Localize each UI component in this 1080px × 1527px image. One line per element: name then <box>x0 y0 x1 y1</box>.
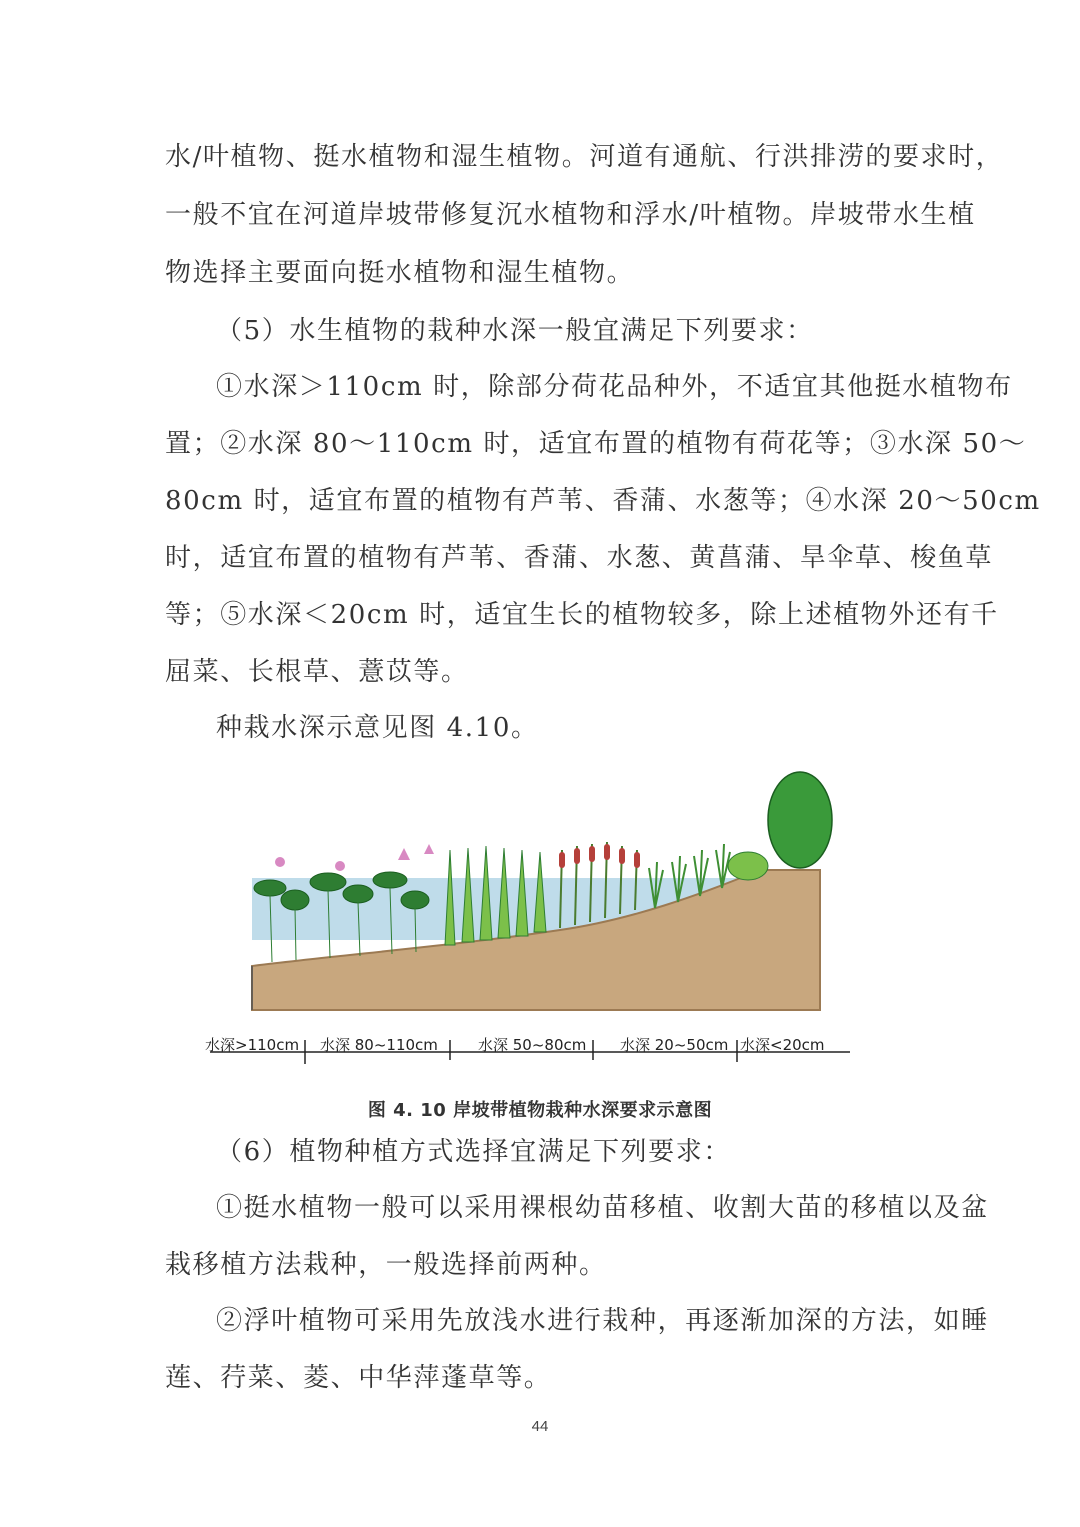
paragraph-line: ①水深＞110cm 时，除部分荷花品种外，不适宜其他挺水植物布 <box>216 372 1013 402</box>
depth-label: 水深 20~50cm <box>620 1036 729 1054</box>
paragraph-line: 栽移植方法栽种，一般选择前两种。 <box>165 1250 607 1280</box>
depth-label: 水深 80~110cm <box>320 1036 438 1054</box>
paragraph-line: 种栽水深示意见图 4.10。 <box>216 713 539 743</box>
paragraph-line: ②浮叶植物可采用先放浅水进行栽种，再逐渐加深的方法，如睡 <box>216 1306 989 1336</box>
paragraph-line: 物选择主要面向挺水植物和湿生植物。 <box>165 258 635 288</box>
paragraph-line: 等；⑤水深＜20cm 时，适宜生长的植物较多，除上述植物外还有千 <box>165 600 999 630</box>
tree <box>768 772 832 868</box>
paragraph-line: （5）水生植物的栽种水深一般宜满足下列要求： <box>216 316 814 346</box>
depth-label: 水深 50~80cm <box>478 1036 587 1054</box>
depth-label: 水深<20cm <box>740 1036 825 1054</box>
paragraph-line: 水/叶植物、挺水植物和湿生植物。河道有通航、行洪排涝的要求时， <box>165 142 1004 172</box>
planting-depth-figure <box>200 770 860 1070</box>
paragraph-line: 时，适宜布置的植物有芦苇、香蒲、水葱、黄菖蒲、旱伞草、梭鱼草 <box>165 543 994 573</box>
paragraph-line: 屈菜、长根草、薏苡等。 <box>165 657 469 687</box>
paragraph-line: 80cm 时，适宜布置的植物有芦苇、香蒲、水葱等；④水深 20～50cm <box>165 486 1041 516</box>
paragraph-line: ①挺水植物一般可以采用裸根幼苗移植、收割大苗的移植以及盆 <box>216 1193 989 1223</box>
cattail-heads <box>559 844 640 868</box>
shrub <box>728 852 768 880</box>
paragraph-line: 置；②水深 80～110cm 时，适宜布置的植物有荷花等；③水深 50～ <box>165 429 1027 459</box>
paragraph-line: 一般不宜在河道岸坡带修复沉水植物和浮水/叶植物。岸坡带水生植 <box>165 200 976 230</box>
paragraph-line: 莲、荇菜、菱、中华萍蓬草等。 <box>165 1363 552 1393</box>
lotus-flowers <box>275 844 434 871</box>
page-number: 44 <box>531 1418 549 1435</box>
figure-caption: 图 4. 10 岸坡带植物栽种水深要求示意图 <box>367 1100 713 1121</box>
depth-label: 水深>110cm <box>205 1036 300 1054</box>
paragraph-line: （6）植物种植方式选择宜满足下列要求： <box>216 1137 731 1167</box>
